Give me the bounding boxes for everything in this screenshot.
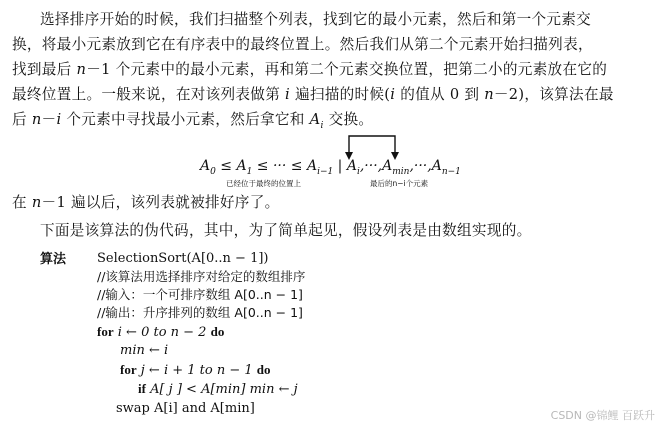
algorithm-comment-2: //输入：一个可排序数组 A[0..n − 1]: [97, 287, 303, 302]
algorithm-name: SelectionSort(A[0..n − 1]): [97, 251, 269, 266]
algorithm-comment-3: //输出：升序排列的数组 A[0..n − 1]: [97, 305, 303, 320]
algorithm-comment-1: //该算法用选择排序对给定的数组排序: [97, 269, 306, 284]
algorithm-label: 算法: [40, 251, 67, 266]
outer-for-line: for i ← 0 to n − 2 do: [97, 324, 225, 340]
selection-formula: [0, 130, 663, 192]
paragraph-line-1: 选择排序开始的时候，我们扫描整个列表，找到它的最小元素，然后和第一个元素交: [40, 11, 592, 28]
paragraph-line-2: 换，将最小元素放到它在有序表中的最终位置上。然后我们从第二个元素开始扫描列表，: [12, 36, 593, 53]
formula-expression: $A_0 \le A_1$ ≤ ··· ≤ $A_{i-1}$ | $A_i,\cdot\cdot\cdot,A_{min},\cdot\cdot\cdot,A_{n-1}$: [200, 158, 461, 177]
paragraph-line-7: 下面是该算法的伪代码，其中，为了简单起见，假设列表是由数组实现的。: [40, 222, 532, 239]
paragraph-line-3: 找到最后 n－1 个元素中的最小元素，再和第二个元素交换位置，把第二小的元素放在它的: [12, 61, 608, 78]
caption-last-elements: 最后的n−i个元素: [370, 179, 429, 188]
paragraph-line-4: 最终位置上。一般来说，在对该列表做第 i 遍扫描的时候(i 的值从 0 到 n－2)，该算法在最: [12, 86, 614, 103]
swap-line: swap A[i] and A[min]: [116, 401, 255, 416]
min-assign-line: min ← i: [120, 343, 169, 358]
paragraph-line-5: 后 n－i 个元素中寻找最小元素，然后拿它和 $A_i$ 交换。: [12, 111, 374, 131]
paragraph-line-6: 在 n－1 遍以后，该列表就被排好序了。: [12, 194, 280, 211]
csdn-watermark: CSDN @锦鲤 百跃升: [550, 409, 655, 422]
if-line: if A[ j ] < A[min] min ← j: [138, 381, 298, 397]
caption-sorted-part: 已经位于最终的位置上: [226, 179, 301, 188]
inner-for-line: for j ← i + 1 to n − 1 do: [120, 362, 271, 378]
